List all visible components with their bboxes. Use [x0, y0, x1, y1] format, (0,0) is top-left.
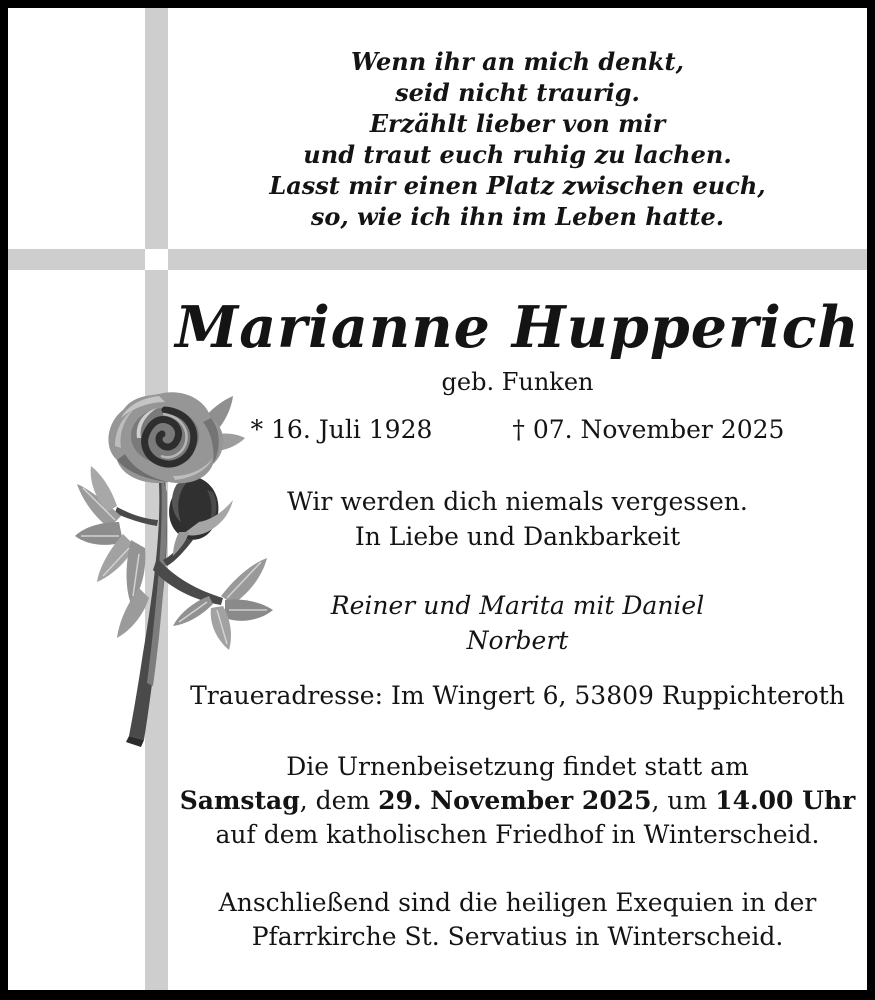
- text-line: Reiner und Marita mit Daniel: [330, 591, 705, 620]
- life-dates: [168, 414, 867, 446]
- text-line: Wenn ihr an mich denkt,: [351, 47, 684, 76]
- notice-paper: [8, 8, 867, 990]
- mourners-names: [168, 588, 867, 658]
- text-line: Die Urnenbeisetzung findet statt am: [286, 752, 749, 781]
- burial-announcement: [168, 750, 867, 852]
- text-line: seid nicht traurig.: [395, 78, 640, 107]
- text-line: Anschließend sind die heiligen Exequien in der: [218, 888, 817, 917]
- tribute-text: [168, 484, 867, 554]
- memorial-verse: [168, 46, 867, 232]
- birth-date: * 16. Juli 1928: [250, 415, 433, 444]
- cross-intersection: [145, 249, 168, 270]
- text-line: Erzählt lieber von mir: [369, 109, 666, 138]
- text-line: Samstag, dem 29. November 2025, um 14.00 Uhr: [179, 786, 856, 815]
- text-line: auf dem katholischen Friedhof in Winterscheid.: [215, 820, 820, 849]
- text-line: Norbert: [466, 626, 569, 655]
- notice-text-column: [168, 8, 867, 990]
- death-date: † 07. November 2025: [512, 415, 785, 444]
- text-line: Pfarrkirche St. Servatius in Winterscheid.: [251, 922, 784, 951]
- mourning-address: Traueradresse: Im Wingert 6, 53809 Ruppichteroth: [190, 681, 845, 710]
- text-line: und traut euch ruhig zu lachen.: [303, 140, 732, 169]
- exequies-announcement: [168, 886, 867, 954]
- text-line: In Liebe und Dankbarkeit: [354, 522, 681, 551]
- text-line: so, wie ich ihn im Leben hatte.: [310, 202, 725, 231]
- deceased-name: Marianne Hupperich: [175, 294, 860, 361]
- text-line: Lasst mir einen Platz zwischen euch,: [269, 171, 766, 200]
- text-line: Wir werden dich niemals vergessen.: [287, 487, 748, 516]
- maiden-name: geb. Funken: [441, 368, 594, 396]
